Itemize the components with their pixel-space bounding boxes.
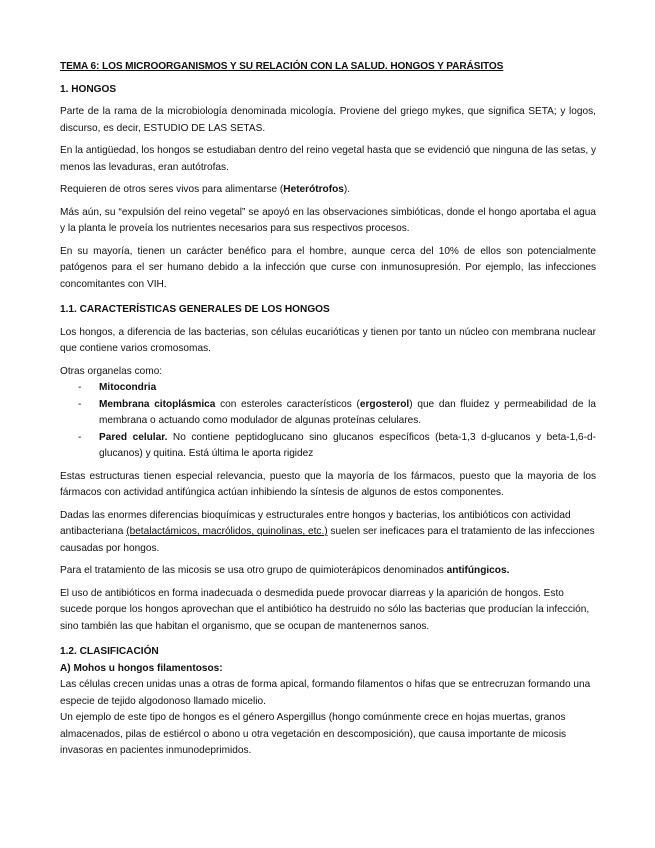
text-run: suelen ser ineficaces para el tratamiento de las infecciones causadas por hongos. bbox=[60, 526, 595, 554]
paragraph bbox=[60, 563, 596, 580]
text-run: Requieren de otros seres vivos para alimentarse ( bbox=[60, 184, 284, 195]
list-dash: - bbox=[78, 382, 82, 393]
section-heading-caracteristicas: 1.1. CARACTERÍSTICAS GENERALES DE LOS HONGOS bbox=[60, 304, 330, 315]
organelle-list bbox=[60, 380, 596, 463]
text-run: ) que dan fluidez y permeabilidad de la membrana o actuando como modulador de algunas proteínas celulares. bbox=[99, 398, 596, 426]
text-run: ). bbox=[343, 184, 351, 195]
bold-term: Mitocondria bbox=[99, 382, 157, 393]
list-intro: Otras organelas como: bbox=[60, 365, 163, 377]
paragraph: Un ejemplo de este tipo de hongos es el género Aspergillus (hongo comúnmente crece en hojas muertas, granos almacenados, pilas de estiércol o abono u otra vegetación en descomposición), que causa importante de micosis invasoras en pacientes inmunodeprimidos. bbox=[60, 712, 567, 756]
bold-term: Membrana citoplásmica bbox=[99, 398, 216, 410]
paragraph: En la antigüedad, los hongos se estudiaban dentro del reino vegetal hasta que se evidenció que ninguna de las setas, y menos las levaduras, eran autótrofas. bbox=[60, 145, 596, 173]
text-run: con esteroles característicos ( bbox=[215, 398, 360, 410]
document-title: TEMA 6: LOS MICROORGANISMOS Y SU RELACIÓN CON LA SALUD. HONGOS Y PARÁSITOS bbox=[60, 61, 504, 72]
paragraph: El uso de antibióticos en forma inadecuada o desmedida puede provocar diarreas y la aparición de hongos. Esto sucede porque los hongos aprovechan que el antibiótico ha destruido no sólo las bacterias que producían la infección, sino también las que habitan el organismo, que se ocupan de mantenernos sanos. bbox=[60, 587, 590, 632]
paragraph: Más aún, su “expulsión del reino vegetal” se apoyó en las observaciones simbióticas, donde el hongo aportaba el agua y la planta le proveía los nutrientes necesarios para sus respectivos procesos. bbox=[60, 206, 596, 234]
document-page bbox=[60, 59, 596, 760]
list-item bbox=[60, 380, 596, 397]
list-dash: - bbox=[78, 431, 82, 443]
underlined-text: (betalactámicos, macrólidos, quinolinas, etc.) bbox=[126, 526, 328, 537]
list-dash: - bbox=[78, 398, 82, 410]
paragraph: Los hongos, a diferencia de las bacterias, son células eucarióticas y tienen por tanto un núcleo con membrana nuclear que contiene varios cromosomas. bbox=[60, 326, 596, 354]
section-heading-clasificacion: 1.2. CLASIFICACIÓN bbox=[60, 646, 159, 657]
bold-term: Heterótrofos bbox=[283, 184, 344, 195]
bold-term: Pared celular. bbox=[99, 431, 168, 443]
paragraph: En su mayoría, tienen un carácter benéfico para el hombre, aunque cerca del 10% de ellos son potencialmente patógenos para el ser humano debido a la infección que curse con inmunosupresión. Por ejemplo, las infecciones concomitantes con VIH. bbox=[60, 245, 596, 290]
text-run: No contiene peptidoglucano sino glucanos específicos (beta-1,3 d-glucanos y beta-1,6-d-glucanos) y quitina. Está última le aporta rigidez bbox=[99, 431, 596, 459]
paragraph bbox=[60, 182, 596, 199]
section-heading-hongos: 1. HONGOS bbox=[60, 83, 117, 95]
paragraph bbox=[60, 508, 596, 558]
paragraph: Las células crecen unidas unas a otras de forma apical, formando filamentos o hifas que se entrecruzan formando una especie de tejido algodonoso llamado micelio. bbox=[60, 679, 591, 707]
text-run: Para el tratamiento de las micosis se usa otro grupo de quimioterápicos denominados bbox=[60, 565, 447, 576]
text-run: Dadas las enormes diferencias bioquímicas y estructurales entre hongos y bacterias, los antibióticos con actividad antibacteriana bbox=[60, 509, 571, 537]
paragraph: Estas estructuras tienen especial relevancia, puesto que la mayoría de los fármacos, puesto que la mayoria de los fármacos con actividad antifúngica actúan inhibiendo la síntesis de algunos de estos componentes. bbox=[60, 470, 596, 498]
bold-term: ergosterol bbox=[359, 398, 410, 410]
subsection-heading-mohos: A) Mohos u hongos filamentosos: bbox=[60, 662, 223, 674]
bold-term: antifúngicos. bbox=[446, 565, 510, 576]
paragraph: Parte de la rama de la microbiología denominada micología. Proviene del griego mykes, que significa SETA; y logos, discurso, es decir, ESTUDIO DE LAS SETAS. bbox=[60, 106, 596, 134]
list-item bbox=[60, 397, 596, 430]
list-item bbox=[60, 430, 596, 463]
